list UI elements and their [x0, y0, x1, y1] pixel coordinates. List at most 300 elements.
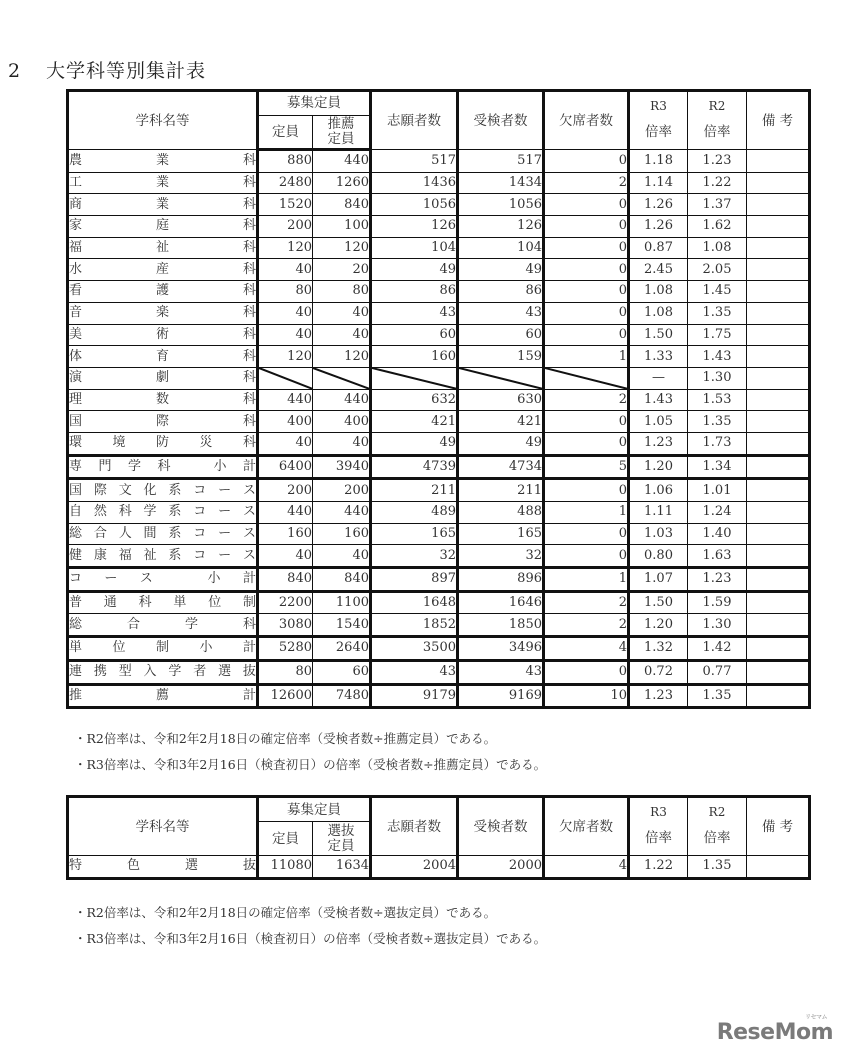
name-char: 単	[173, 595, 187, 611]
sub-quota-cell: 440	[313, 502, 371, 524]
r2-rate-cell: 1.24	[688, 502, 747, 524]
table-row	[69, 479, 809, 502]
name-char: ー	[218, 547, 232, 563]
table-row	[69, 545, 809, 568]
examinees-cell: 159	[458, 346, 544, 368]
department-name	[69, 194, 258, 216]
header-r2-year: R2	[708, 99, 726, 113]
quota-cell: 200	[258, 479, 313, 502]
header-quota-group: 募集定員	[258, 798, 371, 822]
applicants-cell: 2004	[371, 856, 458, 878]
table-row	[69, 502, 809, 524]
name-char: 科	[157, 458, 171, 474]
applicants-cell: 160	[371, 346, 458, 368]
department-name	[69, 545, 258, 568]
remarks-cell	[747, 432, 809, 455]
name-char: 単	[69, 640, 83, 656]
name-char: 計	[242, 687, 256, 703]
name-char: 総	[69, 616, 83, 632]
quota-cell: 40	[258, 259, 313, 281]
applicants-cell: 632	[371, 389, 458, 411]
absentees-cell: 1	[544, 502, 629, 524]
name-char: 科	[242, 283, 256, 299]
header-absentees: 欠席者数	[544, 798, 629, 856]
name-char: 科	[242, 391, 256, 407]
remarks-cell	[747, 237, 809, 259]
table-row	[69, 591, 809, 614]
name-char: ス	[242, 547, 256, 563]
department-name	[69, 281, 258, 303]
name-char: 福	[69, 240, 83, 256]
name-char: 楽	[155, 305, 169, 321]
name-char: 学	[168, 664, 182, 680]
name-char: 選	[218, 664, 232, 680]
applicants-cell: 489	[371, 502, 458, 524]
name-char: 祉	[155, 240, 169, 256]
table-row	[69, 411, 809, 433]
department-name	[69, 367, 258, 389]
name-char: コ	[69, 571, 83, 587]
section-title	[8, 56, 206, 83]
table-row	[69, 216, 809, 238]
examinees-cell: 165	[458, 523, 544, 545]
name-char: 育	[155, 348, 169, 364]
remarks-cell	[747, 411, 809, 433]
name-char: 学	[128, 458, 142, 474]
table-row	[69, 856, 809, 878]
name-char: 然	[93, 504, 107, 520]
name-char: 専	[69, 458, 83, 474]
absentees-cell: 0	[544, 302, 629, 324]
header-sub-quota	[313, 822, 371, 856]
name-char: 選	[184, 858, 198, 874]
department-name	[69, 523, 258, 545]
applicants-cell: 1436	[371, 172, 458, 194]
name-char: 科	[242, 240, 256, 256]
remarks-cell	[747, 172, 809, 194]
name-char: 家	[69, 218, 83, 234]
name-char: 位	[208, 595, 222, 611]
header-quota-group: 募集定員	[258, 92, 371, 116]
r3-rate-cell: 1.26	[629, 216, 688, 238]
table-row	[69, 302, 809, 324]
examinees-cell: 3496	[458, 637, 544, 661]
name-char: 科	[242, 152, 256, 168]
quota-cell: 80	[258, 281, 313, 303]
department-name	[69, 479, 258, 502]
absentees-cell: 1	[544, 568, 629, 592]
header-r2-label: 倍率	[703, 124, 731, 140]
examinees-cell: 32	[458, 545, 544, 568]
r2-rate-cell: 1.08	[688, 237, 747, 259]
r3-rate-cell: 0.72	[629, 660, 688, 684]
name-char: 科	[242, 261, 256, 277]
note-r3: ・R3倍率は、令和3年2月16日（検査初日）の倍率（受検者数÷推薦定員）である。	[74, 757, 547, 772]
sub-quota-cell: 20	[313, 259, 371, 281]
department-name	[69, 684, 258, 707]
sub-quota-cell: 2640	[313, 637, 371, 661]
name-char: 祉	[143, 547, 157, 563]
header-r3-year: R3	[650, 805, 667, 819]
name-char: 環	[69, 435, 83, 451]
remarks-cell	[747, 281, 809, 303]
name-char: 化	[143, 482, 157, 498]
header-examinees: 受検者数	[458, 92, 544, 150]
remarks-cell	[747, 259, 809, 281]
name-char: 合	[93, 526, 107, 542]
name-char	[187, 457, 197, 477]
name-char: 農	[69, 152, 83, 168]
applicants-cell: 211	[371, 479, 458, 502]
name-char: 者	[193, 664, 207, 680]
sub-quota-cell: 60	[313, 660, 371, 684]
name-char: 計	[242, 571, 256, 587]
department-name	[69, 389, 258, 411]
sub-quota-cell: 200	[313, 479, 371, 502]
name-char: 小	[213, 458, 227, 474]
table-row	[69, 637, 809, 661]
examinees-cell: 630	[458, 389, 544, 411]
r2-rate-cell: 1.62	[688, 216, 747, 238]
r3-rate-cell: 2.45	[629, 259, 688, 281]
name-char: 文	[118, 482, 132, 498]
section-heading: 大学科等別集計表	[46, 60, 207, 82]
remarks-cell	[747, 302, 809, 324]
remarks-cell	[747, 346, 809, 368]
name-char: 小	[199, 640, 213, 656]
name-char: 健	[69, 547, 83, 563]
header-r3-rate	[629, 798, 688, 856]
sub-quota-cell: 1100	[313, 591, 371, 614]
name-char: 薦	[155, 687, 169, 703]
header-sub-quota-label: 推薦定員	[327, 115, 355, 147]
header-sub-quota-label: 選抜定員	[327, 822, 355, 854]
name-char: 科	[242, 616, 256, 632]
note-r3: ・R3倍率は、令和3年2月16日（検査初日）の倍率（受検者数÷選抜定員）である。	[74, 931, 547, 946]
table-row	[69, 281, 809, 303]
remarks-cell	[747, 660, 809, 684]
quota-cell: 200	[258, 216, 313, 238]
absentees-cell: 2	[544, 591, 629, 614]
sub-quota-cell: 1260	[313, 172, 371, 194]
name-char: 科	[242, 218, 256, 234]
absentees-cell: 0	[544, 523, 629, 545]
name-char: 系	[168, 504, 182, 520]
name-char: コ	[193, 504, 207, 520]
r3-rate-cell: 1.07	[629, 568, 688, 592]
name-char: 科	[242, 175, 256, 191]
table1-body	[69, 150, 809, 707]
r2-rate-cell: 1.30	[688, 614, 747, 637]
section-number: 2	[8, 60, 22, 82]
quota-cell: 2200	[258, 591, 313, 614]
r3-rate-cell: —	[629, 367, 688, 389]
absentees-cell: 0	[544, 545, 629, 568]
r2-rate-cell: 1.63	[688, 545, 747, 568]
applicants-cell: 32	[371, 545, 458, 568]
table-row	[69, 660, 809, 684]
table-row	[69, 150, 809, 173]
name-char: 水	[69, 261, 83, 277]
name-char: 間	[143, 526, 157, 542]
applicants-cell: 1056	[371, 194, 458, 216]
examinees-cell: 49	[458, 259, 544, 281]
sub-quota-cell: 7480	[313, 684, 371, 707]
name-char: 防	[155, 435, 169, 451]
examinees-cell: 43	[458, 302, 544, 324]
table2-notes	[74, 900, 546, 952]
diagonal-slash-icon	[259, 368, 312, 389]
name-char: 国	[69, 413, 83, 429]
r2-rate-cell: 1.73	[688, 432, 747, 455]
applicants-cell: 9179	[371, 684, 458, 707]
name-char: 特	[69, 858, 83, 874]
table-row	[69, 389, 809, 411]
name-char: 門	[98, 458, 112, 474]
absentees-cell: 4	[544, 856, 629, 878]
name-char: ス	[242, 526, 256, 542]
quota-cell: 5280	[258, 637, 313, 661]
r2-rate-cell: 1.59	[688, 591, 747, 614]
quota-cell: 440	[258, 389, 313, 411]
r2-rate-cell: 1.35	[688, 411, 747, 433]
r2-rate-cell: 1.45	[688, 281, 747, 303]
applicants-cell: 1852	[371, 614, 458, 637]
name-char: 合	[126, 616, 140, 632]
applicants-cell: 165	[371, 523, 458, 545]
r2-rate-cell: 1.35	[688, 684, 747, 707]
name-char: 劇	[155, 370, 169, 386]
department-name	[69, 455, 258, 479]
sub-quota-cell: 120	[313, 237, 371, 259]
name-char: 人	[118, 526, 132, 542]
applicants-cell	[371, 367, 458, 389]
examinees-cell: 1646	[458, 591, 544, 614]
r3-rate-cell: 0.87	[629, 237, 688, 259]
header-quota: 定員	[258, 115, 313, 149]
remarks-cell	[747, 637, 809, 661]
r3-rate-cell: 1.43	[629, 389, 688, 411]
name-char	[175, 569, 185, 589]
absentees-cell: 2	[544, 172, 629, 194]
applicants-cell: 897	[371, 568, 458, 592]
table-row	[69, 455, 809, 479]
absentees-cell: 0	[544, 150, 629, 173]
table-row	[69, 523, 809, 545]
quota-cell: 440	[258, 502, 313, 524]
quota-cell: 400	[258, 411, 313, 433]
name-char: 制	[242, 595, 256, 611]
name-char: コ	[193, 526, 207, 542]
absentees-cell: 2	[544, 389, 629, 411]
name-char: ー	[218, 482, 232, 498]
remarks-cell	[747, 614, 809, 637]
name-char: 工	[69, 175, 83, 191]
name-char: 庭	[155, 218, 169, 234]
r2-rate-cell: 1.30	[688, 367, 747, 389]
examinees-cell: 49	[458, 432, 544, 455]
name-char: 看	[69, 283, 83, 299]
name-char: 国	[69, 482, 83, 498]
header-absentees: 欠席者数	[544, 92, 629, 150]
name-char: 科	[242, 348, 256, 364]
table1-notes	[74, 726, 546, 778]
r2-rate-cell: 0.77	[688, 660, 747, 684]
quota-cell: 40	[258, 302, 313, 324]
table-row	[69, 432, 809, 455]
sub-quota-cell: 1540	[313, 614, 371, 637]
applicants-cell: 60	[371, 324, 458, 346]
name-char: 科	[242, 305, 256, 321]
name-char: 美	[69, 326, 83, 342]
applicants-cell: 4739	[371, 455, 458, 479]
quota-cell: 80	[258, 660, 313, 684]
name-char: 福	[118, 547, 132, 563]
r3-rate-cell: 1.11	[629, 502, 688, 524]
recommendation-summary-table	[68, 91, 809, 707]
quota-cell: 840	[258, 568, 313, 592]
applicants-cell: 49	[371, 432, 458, 455]
r2-rate-cell: 1.42	[688, 637, 747, 661]
quota-cell: 120	[258, 237, 313, 259]
examinees-cell: 1850	[458, 614, 544, 637]
name-char: 抜	[242, 664, 256, 680]
sub-quota-cell: 840	[313, 194, 371, 216]
name-char: 制	[155, 640, 169, 656]
name-char: 理	[69, 391, 83, 407]
name-char: 自	[69, 504, 83, 520]
r2-rate-cell: 1.37	[688, 194, 747, 216]
r2-rate-cell: 1.53	[688, 389, 747, 411]
remarks-cell	[747, 523, 809, 545]
remarks-cell	[747, 545, 809, 568]
department-name	[69, 172, 258, 194]
sub-quota-cell: 40	[313, 545, 371, 568]
absentees-cell: 5	[544, 455, 629, 479]
examinees-cell: 896	[458, 568, 544, 592]
name-char: ー	[218, 504, 232, 520]
header-department: 学科名等	[69, 798, 258, 856]
applicants-cell: 43	[371, 660, 458, 684]
remarks-cell	[747, 502, 809, 524]
r3-rate-cell: 1.06	[629, 479, 688, 502]
r3-rate-cell: 0.80	[629, 545, 688, 568]
absentees-cell: 0	[544, 216, 629, 238]
examinees-cell: 43	[458, 660, 544, 684]
r2-rate-cell: 2.05	[688, 259, 747, 281]
name-char: 科	[242, 196, 256, 212]
name-char: 普	[69, 595, 83, 611]
r3-rate-cell: 1.20	[629, 614, 688, 637]
table-row	[69, 568, 809, 592]
r3-rate-cell: 1.23	[629, 684, 688, 707]
name-char: コ	[193, 547, 207, 563]
sub-quota-cell: 80	[313, 281, 371, 303]
department-name	[69, 637, 258, 661]
name-char: 境	[112, 435, 126, 451]
logo-kana: リセマム	[805, 1014, 827, 1021]
remarks-cell	[747, 216, 809, 238]
r3-rate-cell: 1.05	[629, 411, 688, 433]
examinees-cell: 421	[458, 411, 544, 433]
table-row	[69, 614, 809, 637]
r3-rate-cell: 1.23	[629, 432, 688, 455]
name-char: 小	[207, 571, 221, 587]
examinees-cell: 488	[458, 502, 544, 524]
logo-text: ReseMom	[716, 1020, 833, 1045]
r3-rate-cell: 1.50	[629, 324, 688, 346]
name-char: 康	[93, 547, 107, 563]
applicants-cell: 421	[371, 411, 458, 433]
name-char: 色	[126, 858, 140, 874]
table-row	[69, 237, 809, 259]
name-char: 入	[143, 664, 157, 680]
r2-rate-cell: 1.23	[688, 150, 747, 173]
special-selection-table	[68, 797, 809, 878]
department-name	[69, 432, 258, 455]
table-row	[69, 172, 809, 194]
header-quota: 定員	[258, 822, 313, 856]
absentees-cell: 0	[544, 237, 629, 259]
absentees-cell: 0	[544, 479, 629, 502]
sub-quota-cell: 40	[313, 432, 371, 455]
applicants-cell: 517	[371, 150, 458, 173]
table-row	[69, 324, 809, 346]
r3-rate-cell: 1.08	[629, 281, 688, 303]
sub-quota-cell: 40	[313, 302, 371, 324]
note-r2: ・R2倍率は、令和2年2月18日の確定倍率（受検者数÷推薦定員）である。	[74, 731, 497, 746]
examinees-cell	[458, 367, 544, 389]
examinees-cell: 126	[458, 216, 544, 238]
name-char: 産	[155, 261, 169, 277]
remarks-cell	[747, 367, 809, 389]
name-char: ス	[242, 504, 256, 520]
sub-quota-cell: 100	[313, 216, 371, 238]
examinees-cell: 4734	[458, 455, 544, 479]
diagonal-slash-icon	[313, 368, 369, 389]
header-applicants: 志願者数	[371, 92, 458, 150]
name-char: 業	[155, 196, 169, 212]
remarks-cell	[747, 389, 809, 411]
quota-cell: 12600	[258, 684, 313, 707]
name-char: ー	[104, 571, 118, 587]
department-name	[69, 568, 258, 592]
name-char: 通	[103, 595, 117, 611]
department-name	[69, 346, 258, 368]
r2-rate-cell: 1.40	[688, 523, 747, 545]
name-char: 音	[69, 305, 83, 321]
quota-cell: 11080	[258, 856, 313, 878]
absentees-cell: 0	[544, 324, 629, 346]
absentees-cell: 1	[544, 346, 629, 368]
quota-cell: 40	[258, 324, 313, 346]
department-name	[69, 259, 258, 281]
department-name	[69, 502, 258, 524]
r2-rate-cell: 1.34	[688, 455, 747, 479]
name-char: 科	[242, 326, 256, 342]
remarks-cell	[747, 479, 809, 502]
name-char: 体	[69, 348, 83, 364]
r3-rate-cell: 1.50	[629, 591, 688, 614]
absentees-cell: 2	[544, 614, 629, 637]
remarks-cell	[747, 324, 809, 346]
sub-quota-cell: 840	[313, 568, 371, 592]
absentees-cell: 10	[544, 684, 629, 707]
sub-quota-cell: 400	[313, 411, 371, 433]
name-char: 系	[168, 547, 182, 563]
sub-quota-cell: 3940	[313, 455, 371, 479]
header-r2-rate	[688, 798, 747, 856]
